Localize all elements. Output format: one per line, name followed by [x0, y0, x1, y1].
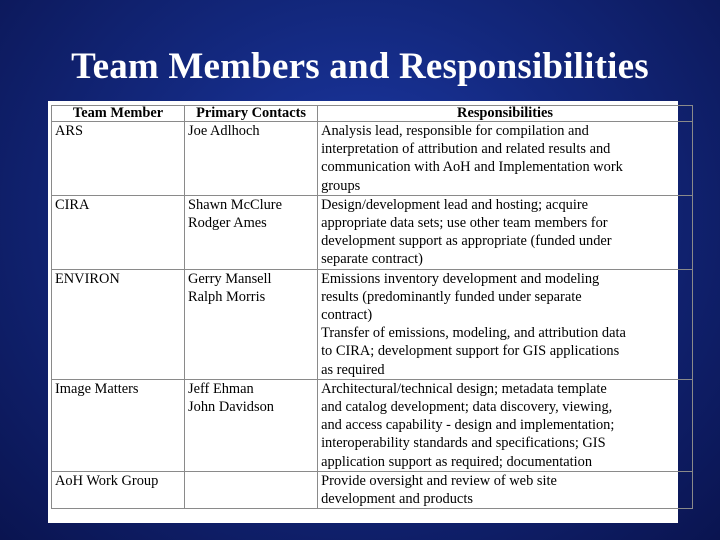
responsibility-line: development and products — [321, 491, 473, 508]
table-panel — [48, 101, 678, 523]
responsibility-line: Emissions inventory development and modeling — [321, 270, 600, 287]
contact-name: Rodger Ames — [188, 215, 267, 232]
table-row — [52, 122, 693, 196]
team-member-cell — [52, 122, 185, 196]
header-responsibilities: Responsibilities — [318, 106, 693, 122]
header-primary-contacts: Primary Contacts — [185, 106, 318, 122]
team-member-name: AoH Work Group — [55, 472, 159, 489]
responsibilities-cell — [318, 379, 693, 471]
contact-name: Ralph Morris — [188, 288, 266, 305]
responsibility-line: groups — [321, 177, 361, 194]
contact-name: Shawn McClure — [188, 196, 282, 213]
contact-name: Gerry Mansell — [188, 270, 272, 287]
team-member-name: ARS — [55, 123, 83, 139]
contact-name: Joe Adlhoch — [188, 123, 260, 139]
responsibility-line: and access capability - design and implementation; — [321, 417, 615, 434]
header-team-member: Team Member — [52, 106, 185, 122]
team-member-cell — [52, 471, 185, 508]
primary-contacts-cell — [185, 471, 318, 508]
team-member-name: ENVIRON — [55, 270, 120, 287]
team-member-cell — [52, 379, 185, 471]
responsibility-line: results (predominantly funded under separate — [321, 288, 582, 305]
responsibility-line: and catalog development; data discovery, viewing, — [321, 399, 613, 416]
responsibility-line: Provide oversight and review of web site — [321, 472, 557, 489]
slide-title: Team Members and Responsibilities — [71, 46, 649, 87]
responsibilities-cell — [318, 471, 693, 508]
team-member-cell — [52, 195, 185, 269]
responsibilities-table — [51, 105, 693, 509]
primary-contacts-cell — [185, 379, 318, 471]
responsibility-line: to CIRA; development support for GIS applications — [321, 343, 620, 360]
responsibility-line: Design/development lead and hosting; acquire — [321, 196, 589, 213]
responsibility-line: Analysis lead, responsible for compilation and — [321, 123, 589, 139]
responsibilities-cell — [318, 269, 693, 379]
table-row — [52, 471, 693, 508]
responsibility-line: Architectural/technical design; metadata template — [321, 380, 607, 397]
responsibilities-cell — [318, 122, 693, 196]
responsibility-line: interpretation of attribution and related results and — [321, 141, 611, 158]
contact-name: John Davidson — [188, 399, 274, 416]
team-member-name: Image Matters — [55, 380, 139, 397]
table-body — [52, 122, 693, 509]
primary-contacts-cell — [185, 195, 318, 269]
table-row — [52, 269, 693, 379]
responsibility-line: separate contract) — [321, 251, 423, 268]
primary-contacts-cell — [185, 269, 318, 379]
responsibilities-cell — [318, 195, 693, 269]
table-row — [52, 379, 693, 471]
team-member-name: CIRA — [55, 196, 90, 213]
responsibility-line: as required — [321, 361, 385, 378]
primary-contacts-cell — [185, 122, 318, 196]
responsibility-line: development support as appropriate (funded under — [321, 233, 612, 250]
contact-name: Jeff Ehman — [188, 380, 254, 397]
responsibility-line: communication with AoH and Implementation work — [321, 159, 623, 176]
responsibility-line: Transfer of emissions, modeling, and attribution data — [321, 325, 626, 342]
table-header-row — [52, 106, 693, 122]
table-row — [52, 195, 693, 269]
responsibility-line: contract) — [321, 307, 373, 324]
responsibility-line: application support as required; documentation — [321, 453, 593, 470]
team-member-cell — [52, 269, 185, 379]
responsibility-line: appropriate data sets; use other team members for — [321, 215, 608, 232]
responsibility-line: interoperability standards and specifications; GIS — [321, 435, 606, 452]
